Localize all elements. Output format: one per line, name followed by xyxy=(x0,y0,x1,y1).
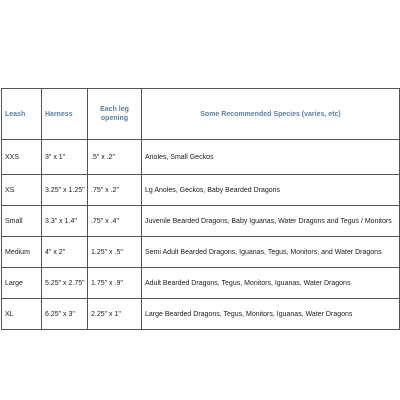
cell-size: XXS xyxy=(2,140,42,175)
cell-size: Small xyxy=(2,206,42,237)
table-row xyxy=(2,237,400,268)
cell-species: Juvenile Bearded Dragons, Baby Iguanas, Water Dragons and Tegus / Monitors xyxy=(142,206,400,237)
cell-size: Medium xyxy=(2,237,42,268)
cell-harness: 3" x 1" xyxy=(42,140,88,175)
table-row xyxy=(2,175,400,206)
table-row xyxy=(2,299,400,330)
cell-size: Large xyxy=(2,268,42,299)
cell-species: Lg Anoles, Geckos, Baby Bearded Dragons xyxy=(142,175,400,206)
cell-species: Anoles, Small Geckos xyxy=(142,140,400,175)
cell-size: XS xyxy=(2,175,42,206)
cell-leg-opening: 2.25" x 1" xyxy=(88,299,142,330)
cell-species: Adult Bearded Dragons, Tegus, Monitors, Iguanas, Water Dragons xyxy=(142,268,400,299)
cell-leg-opening: .5" x .2" xyxy=(88,140,142,175)
table-row xyxy=(2,206,400,237)
cell-leg-opening: .75" x .4" xyxy=(88,206,142,237)
cell-harness: 3.3" x 1.4" xyxy=(42,206,88,237)
cell-harness: 3.25" x 1.25" xyxy=(42,175,88,206)
header-leash: Leash xyxy=(2,89,42,140)
cell-species: Large Bearded Dragons, Tegus, Monitors, Iguanas, Water Dragons xyxy=(142,299,400,330)
table-row xyxy=(2,140,400,175)
cell-leg-opening: 1.75" x .9" xyxy=(88,268,142,299)
cell-leg-opening: .75" x .2" xyxy=(88,175,142,206)
cell-size: XL xyxy=(2,299,42,330)
table-row xyxy=(2,268,400,299)
header-species: Some Recommended Species (varies, etc) xyxy=(142,89,400,140)
cell-harness: 6.25" x 3" xyxy=(42,299,88,330)
header-harness: Harness xyxy=(42,89,88,140)
cell-harness: 5.25" x 2.75" xyxy=(42,268,88,299)
header-row xyxy=(2,89,400,140)
cell-species: Semi Adult Bearded Dragons, Iguanas, Tegus, Monitors, and Water Dragons xyxy=(142,237,400,268)
cell-harness: 4" x 2" xyxy=(42,237,88,268)
cell-leg-opening: 1.25" x .5" xyxy=(88,237,142,268)
header-leg-opening: Each leg opening xyxy=(88,89,142,140)
size-chart-table xyxy=(1,88,400,330)
